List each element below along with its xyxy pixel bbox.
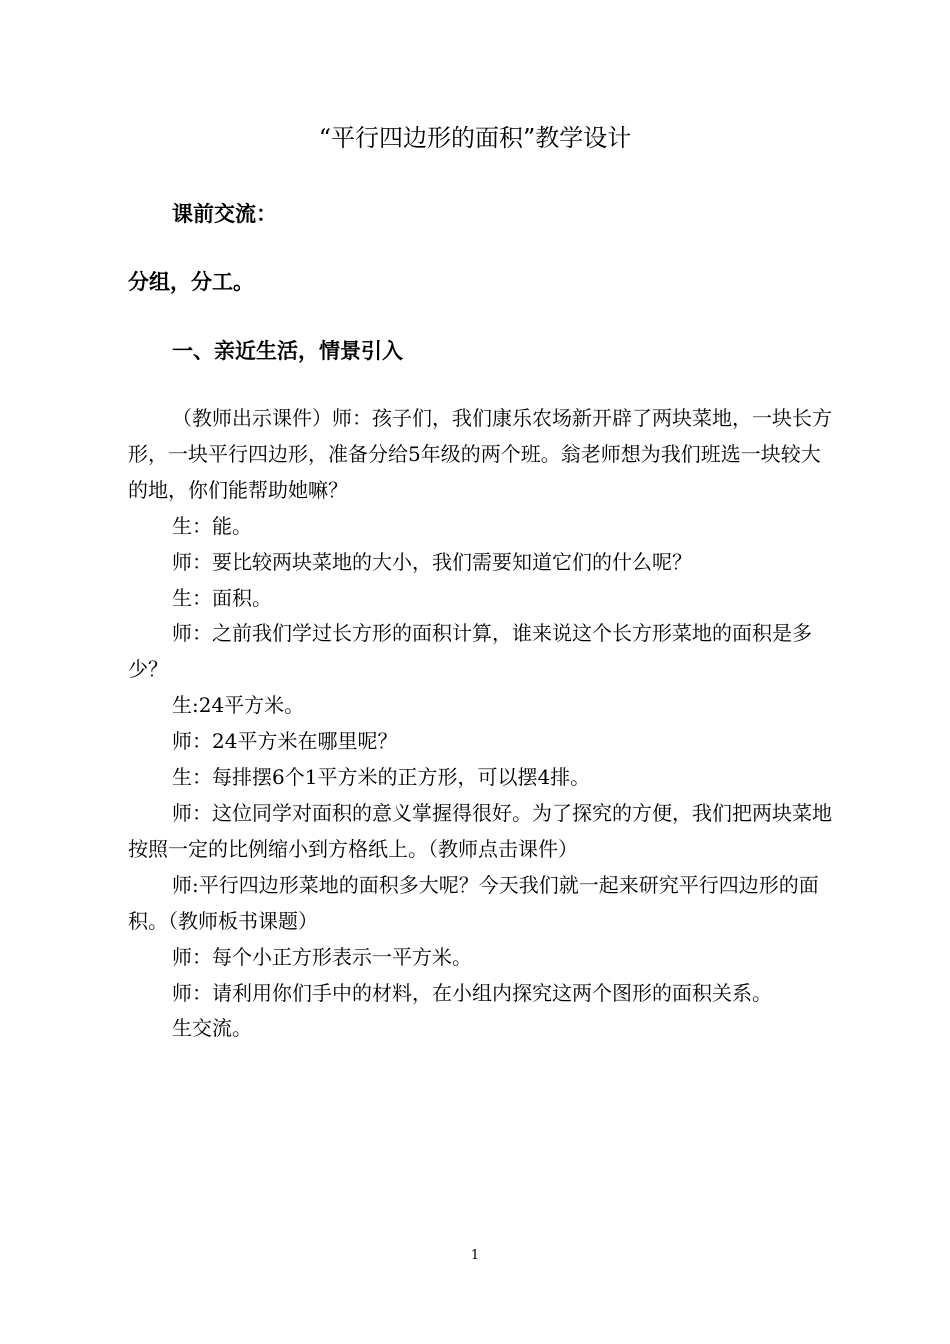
- heading-section-1: 一、亲近生活，情景引入: [172, 339, 403, 363]
- paragraph-dialogue: 生:24平方米。: [172, 693, 305, 718]
- heading-pre-class: 课前交流：: [172, 202, 277, 226]
- paragraph-dialogue: 师：24平方米在哪里呢？: [172, 729, 398, 754]
- paragraph-dialogue: 生：每排摆6个1平方米的正方形，可以摆4排。: [172, 765, 591, 790]
- body-text: [128, 401, 836, 1047]
- paragraph-dialogue: 师：这位同学对面积的意义掌握得很好。为了探究的方便，我们把两块菜地按照一定的比例缩小到方格纸上。（教师点击课件）: [128, 800, 832, 861]
- paragraph-dialogue: 师：要比较两块菜地的大小，我们需要知道它们的什么呢？: [172, 549, 692, 574]
- paragraph-dialogue: 师:平行四边形菜地的面积多大呢？今天我们就一起来研究平行四边形的面积。（教师板书课题）: [128, 872, 819, 933]
- paragraph-intro: （教师出示课件）师：孩子们，我们康乐农场新开辟了两块菜地，一块长方形，一块平行四边形，准备分给5年级的两个班。翁老师想为我们班选一块较大的地，你们能帮助她嘛？: [128, 406, 832, 502]
- paragraph-dialogue: 生：能。: [172, 513, 252, 538]
- paragraph-dialogue: 师：每个小正方形表示一平方米。: [172, 944, 472, 969]
- document-title: “平行四边形的面积”教学设计: [318, 124, 632, 152]
- paragraph-dialogue: 生：面积。: [172, 585, 272, 610]
- paragraph-dialogue: 师：请利用你们手中的材料，在小组内探究这两个图形的面积关系。: [172, 980, 772, 1005]
- paragraph-dialogue: 生交流。: [172, 1016, 252, 1041]
- paragraph-dialogue: 师：之前我们学过长方形的面积计算，谁来说这个长方形菜地的面积是多少？: [128, 621, 812, 682]
- page-number: 1: [470, 1248, 480, 1263]
- heading-grouping: 分组，分工。: [128, 270, 254, 294]
